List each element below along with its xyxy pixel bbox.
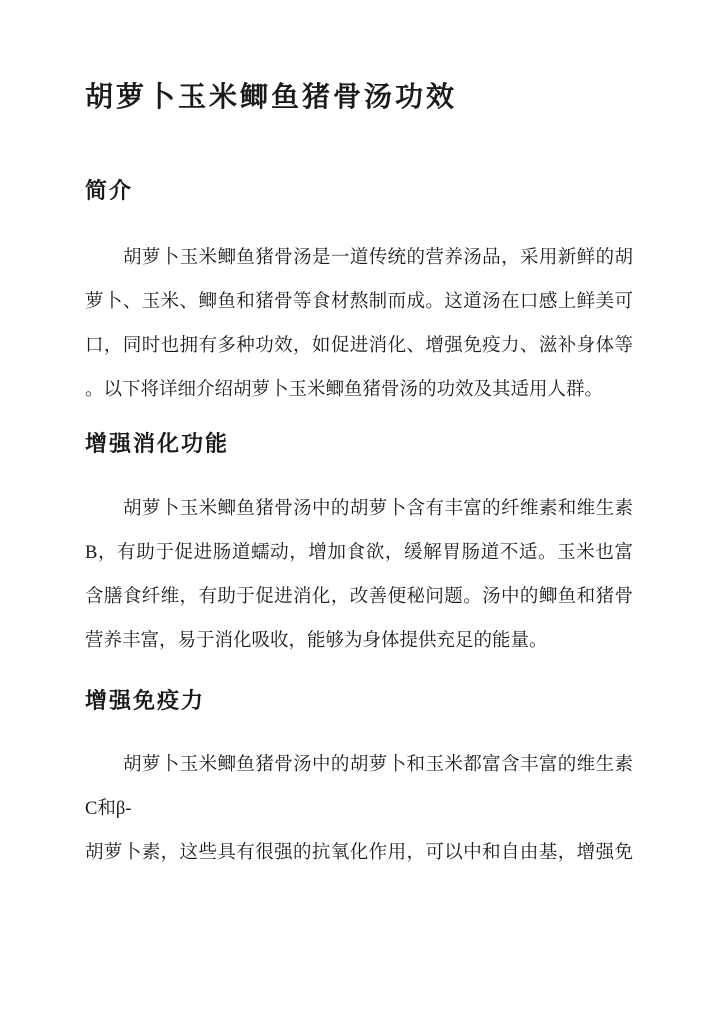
text-line: 口，同时也拥有多种功效，如促进消化、增强免疫力、滋补身体等 xyxy=(85,336,633,356)
text-line: 。以下将详细介绍胡萝卜玉米鲫鱼猪骨汤的功效及其适用人群。 xyxy=(85,380,604,400)
section-heading-intro: 简介 xyxy=(85,178,134,203)
text-line: 营养丰富，易于消化吸收，能够为身体提供充足的能量。 xyxy=(85,631,548,651)
text-line: B，有助于促进肠道蠕动，增加食欲，缓解胃肠道不适。玉米也富 xyxy=(85,543,633,563)
text-line: 胡萝卜玉米鲫鱼猪骨汤中的胡萝卜和玉米都富含丰富的维生素 xyxy=(123,755,633,775)
document-title: 胡萝卜玉米鲫鱼猪骨汤功效 xyxy=(85,82,458,113)
text-line: C和β- xyxy=(85,799,132,819)
text-line: 含膳食纤维，有助于促进消化，改善便秘问题。汤中的鲫鱼和猪骨 xyxy=(85,587,633,607)
text-line: 胡萝卜玉米鲫鱼猪骨汤中的胡萝卜含有丰富的纤维素和维生素 xyxy=(123,499,633,519)
text-line: 胡萝卜素，这些具有很强的抗氧化作用，可以中和自由基，增强免 xyxy=(85,843,633,863)
section-heading-immunity: 增强免疫力 xyxy=(85,688,206,713)
text-line: 胡萝卜玉米鲫鱼猪骨汤是一道传统的营养汤品，采用新鲜的胡 xyxy=(123,248,633,268)
paragraph-intro xyxy=(85,236,633,412)
paragraph-digestion xyxy=(85,487,633,663)
paragraph-immunity xyxy=(85,743,633,875)
text-line: 萝卜、玉米、鲫鱼和猪骨等食材熬制而成。这道汤在口感上鲜美可 xyxy=(85,292,633,312)
section-heading-digestion: 增强消化功能 xyxy=(85,431,230,456)
